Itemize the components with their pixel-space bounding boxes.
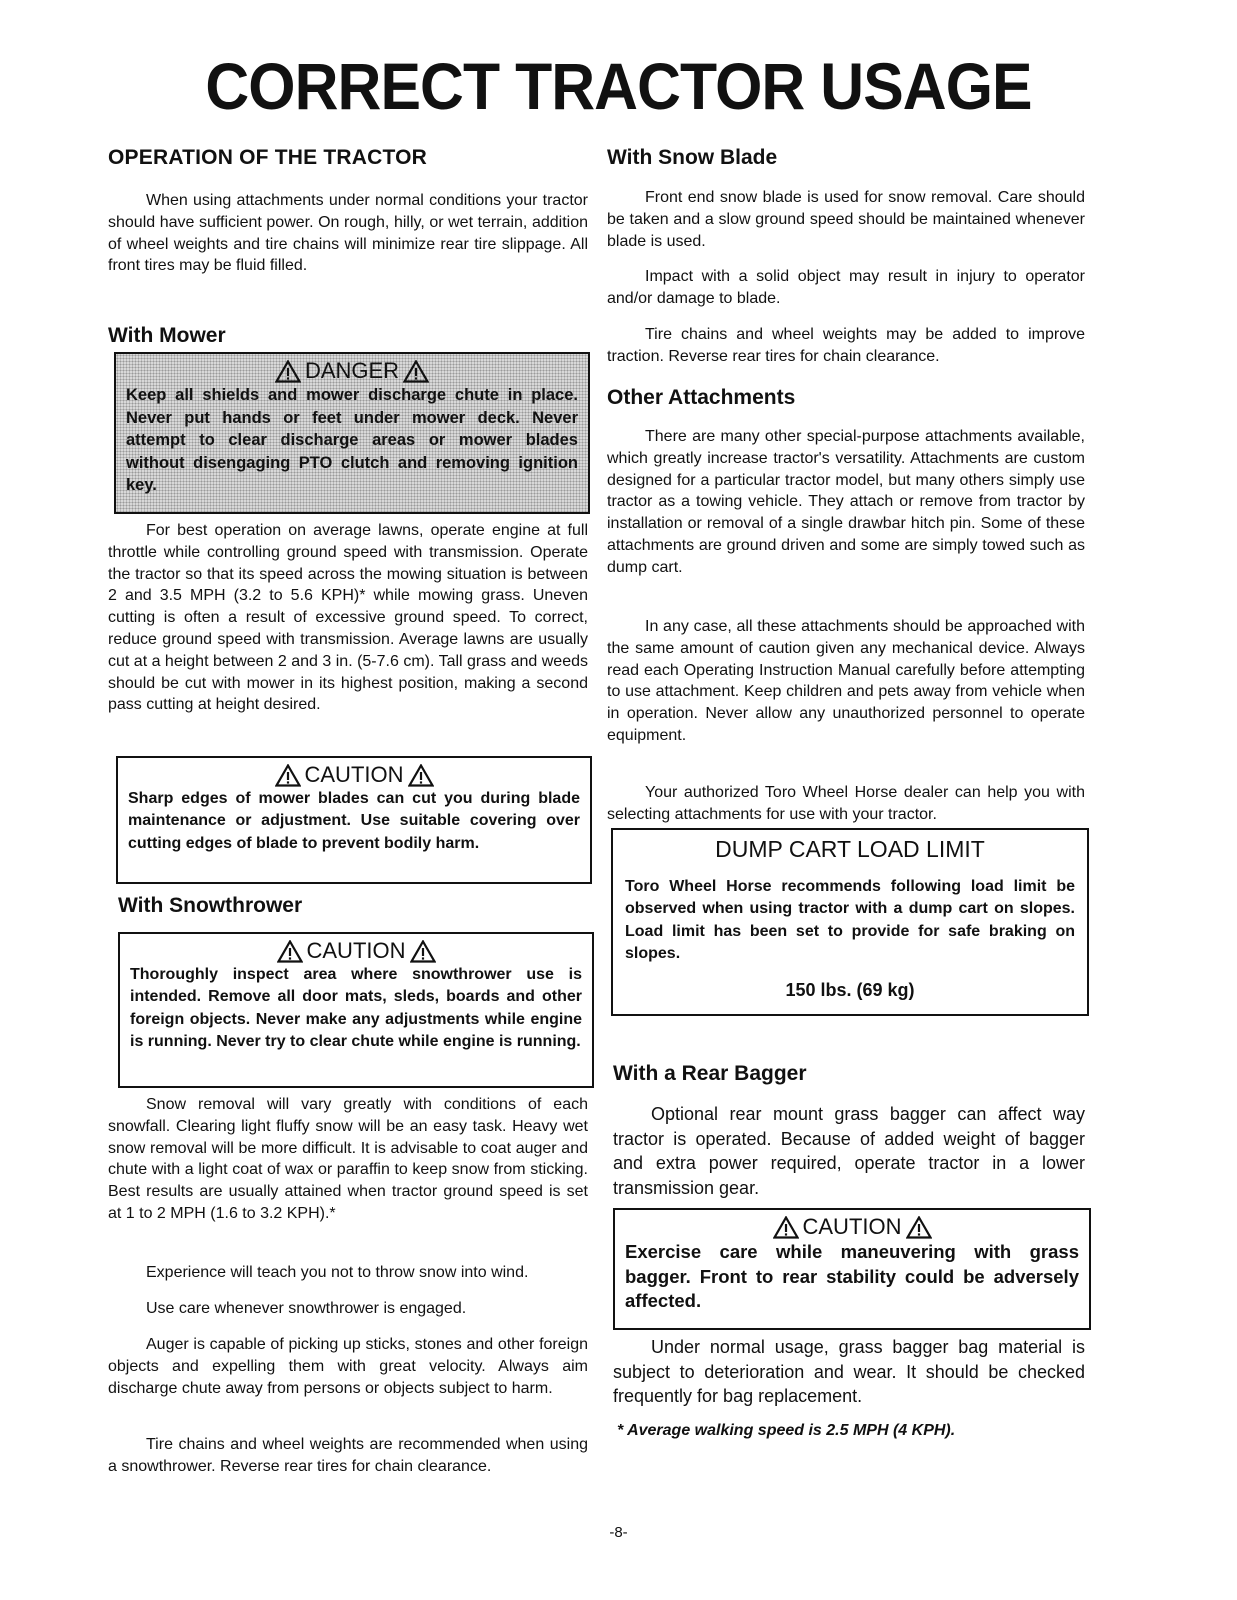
- rear-bagger-paragraph: Under normal usage, grass bagger bag material is subject to deterioration and wear. It should be checked frequently for bag replacement.: [613, 1337, 1085, 1406]
- caution-body: Sharp edges of mower blades can cut you during blade maintenance or adjustment. Use suitable covering over cutting edges of blade to prevent bodily harm.: [128, 790, 580, 852]
- other-attachments-paragraph-3: Your authorized Toro Wheel Horse dealer can help you with selecting attachments for use with your tractor.: [607, 784, 1085, 823]
- mower-paragraph: For best operation on average lawns, operate engine at full throttle while controlling ground speed with transmission. Operate the tractor so that its speed across the mowing situation is between 2 and 3.5 MPH (3.2 to 5.6 KPH)* while mowing grass. Uneven cutting is often a result of excessive ground speed. To correct, reduce ground speed with transmission. Average lawns are usually cut at a height between 2 and 3 in. (5-7.6 cm). Tall grass and weeds should be cut with mower in its highest position, making a second pass cutting at height desired.: [108, 522, 588, 714]
- section-heading-operation: OPERATION OF THE TRACTOR: [108, 146, 428, 169]
- caution-box-rear-bagger: [613, 1208, 1091, 1330]
- danger-box-mower: [114, 352, 590, 514]
- caution-title: CAUTION: [130, 938, 582, 964]
- warning-triangle-icon: [410, 940, 436, 963]
- dump-cart-body: Toro Wheel Horse recommends following load limit be observed when using tractor with a dump cart on slopes. Load limit has been set to provide for safe braking on slopes.: [625, 878, 1075, 963]
- danger-title: DANGER: [126, 358, 578, 384]
- snowthrower-paragraph-5: Tire chains and wheel weights are recommended when using a snowthrower. Reverse rear tires for chain clearance.: [108, 1436, 588, 1475]
- other-attachments-paragraph-1: There are many other special-purpose attachments available, which greatly increase tractor's versatility. Attachments are custom designed for a particular tractor model, but many others simply use tractor as a towing vehicle. They attach or remove from tractor by installation or removal of a single drawbar hitch pin. Some of these attachments are ground driven and some are simply towed such as dump cart.: [607, 428, 1085, 576]
- caution-box-snowthrower: [118, 932, 594, 1088]
- warning-triangle-icon: [403, 360, 429, 383]
- rear-bagger-intro: Optional rear mount grass bagger can affect way tractor is operated. Because of added weight of bagger and extra power required, operate tractor in a lower transmission gear.: [613, 1104, 1085, 1198]
- section-heading-snow-blade: With Snow Blade: [607, 146, 778, 169]
- footnote-walking-speed: * Average walking speed is 2.5 MPH (4 KPH).: [617, 1422, 956, 1439]
- warning-triangle-icon: [277, 940, 303, 963]
- dump-cart-title: DUMP CART LOAD LIMIT: [715, 836, 985, 862]
- snowthrower-paragraph-1: Snow removal will vary greatly with conditions of each snowfall. Clearing light fluffy snow will be an easy task. Heavy wet snow removal will be more difficult. It is advisable to coat auger and chute with a light coat of wax or paraffin to keep snow from sticking. Best results are usually attained when tractor ground speed is set at 1 to 2 MPH (1.6 to 3.2 KPH).*: [108, 1096, 588, 1222]
- caution-body: Exercise care while maneuvering with grass bagger. Front to rear stability could be adversely affected.: [625, 1241, 1079, 1311]
- page-title: CORRECT TRACTOR USAGE: [205, 49, 1032, 123]
- caution-box-mower: [116, 756, 592, 884]
- warning-triangle-icon: [408, 764, 434, 787]
- caution-title: CAUTION: [625, 1214, 1079, 1240]
- dump-cart-limit-value: 150 lbs. (69 kg): [785, 979, 915, 1000]
- caution-title: CAUTION: [128, 762, 580, 788]
- caution-body: Thoroughly inspect area where snowthrower use is intended. Remove all door mats, sleds, boards and other foreign objects. Never make any adjustments while engine is running. Never try to clear chute while engine is running.: [130, 966, 582, 1051]
- warning-triangle-icon: [773, 1216, 799, 1239]
- snowthrower-paragraph-4: Auger is capable of picking up sticks, stones and other foreign objects and expelling them with great velocity. Always aim discharge chute away from persons or objects subject to harm.: [108, 1336, 588, 1397]
- section-heading-mower: With Mower: [108, 324, 226, 347]
- snow-blade-paragraph-1: Front end snow blade is used for snow removal. Care should be taken and a slow ground speed should be maintained whenever blade is used.: [607, 189, 1085, 250]
- snow-blade-paragraph-2: Impact with a solid object may result in injury to operator and/or damage to blade.: [607, 268, 1085, 307]
- section-heading-rear-bagger: With a Rear Bagger: [613, 1062, 807, 1085]
- warning-triangle-icon: [275, 360, 301, 383]
- other-attachments-paragraph-2: In any case, all these attachments should be approached with the same amount of caution given any mechanical device. Always read each Operating Instruction Manual carefully before attempting to use attachment. Keep children and pets away from vehicle when in operation. Never allow any unauthorized personnel to operate equipment.: [607, 618, 1085, 744]
- warning-triangle-icon: [906, 1216, 932, 1239]
- warning-triangle-icon: [275, 764, 301, 787]
- dump-cart-load-limit-box: [611, 828, 1089, 1016]
- page-number: -8-: [609, 1524, 628, 1541]
- section-heading-snowthrower: With Snowthrower: [118, 894, 303, 917]
- operation-paragraph: When using attachments under normal conditions your tractor should have sufficient power. On rough, hilly, or wet terrain, addition of wheel weights and tire chains will minimize rear tire slippage. All front tires may be fluid filled.: [108, 192, 588, 275]
- snow-blade-paragraph-3: Tire chains and wheel weights may be added to improve traction. Reverse rear tires for chain clearance.: [607, 326, 1085, 365]
- danger-body: Keep all shields and mower discharge chute in place. Never put hands or feet under mower deck. Never attempt to clear discharge areas or mower blades without disengaging PTO clutch and removing ignition key.: [126, 386, 578, 494]
- snowthrower-paragraph-2: Experience will teach you not to throw snow into wind.: [146, 1264, 529, 1281]
- section-heading-other-attachments: Other Attachments: [607, 386, 796, 409]
- snowthrower-paragraph-3: Use care whenever snowthrower is engaged.: [146, 1300, 467, 1317]
